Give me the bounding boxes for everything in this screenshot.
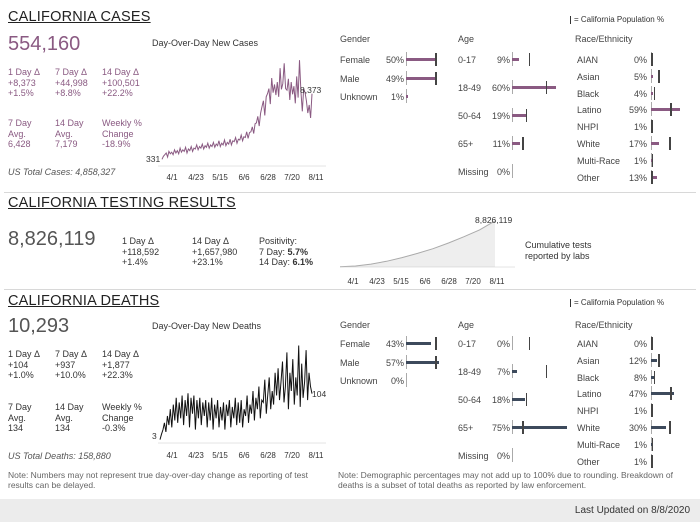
- deaths-race-pct: 0%: [633, 339, 647, 349]
- cases-weekly-change: Weekly % Change -18.9%: [102, 118, 142, 149]
- cases-legend: = California Population %: [570, 15, 664, 24]
- divider-cases: [4, 192, 696, 193]
- x-tick-label: 5/15: [212, 451, 228, 460]
- cases-race-pct: 17%: [628, 139, 647, 149]
- x-tick-label: 6/6: [238, 451, 250, 460]
- cases-race-label: NHPI: [577, 122, 599, 133]
- x-tick-label: 7/20: [284, 173, 300, 182]
- cases-race-pct: 5%: [633, 71, 647, 82]
- cases-gender-pct: 49%: [385, 73, 404, 84]
- cases-age-label: 0-17: [458, 55, 477, 65]
- deaths-series-line: [160, 346, 312, 440]
- deaths-x-ticks: [166, 451, 324, 460]
- deaths-legend: = California Population %: [570, 298, 664, 307]
- deaths-gender-bar: [406, 342, 431, 345]
- deaths-age-pct: 18%: [491, 395, 510, 405]
- deaths-gender-label: Male: [340, 357, 360, 368]
- population-marker: [546, 81, 548, 94]
- cases-age-pct: 9%: [496, 55, 510, 65]
- note-right: Note: Demographic percentages may not add up to 100% due to rounding. Breakdown of deaths is a subset of total deaths as reported by law enforcement.: [338, 470, 674, 490]
- population-marker: [522, 421, 524, 434]
- us-total-cases: US Total Cases: 4,858,327: [8, 167, 116, 177]
- deaths-race-header: Race/Ethnicity: [575, 320, 633, 330]
- deaths-race-label: Latino: [577, 389, 602, 400]
- cases-gender-label: Male: [340, 73, 360, 84]
- cases-race-bar: [651, 142, 659, 145]
- cases-gender-label: Unknown: [340, 92, 378, 102]
- population-marker: [670, 387, 672, 400]
- deaths-race-pct: 1%: [633, 456, 647, 467]
- population-marker: [652, 438, 654, 451]
- legend-marker-icon: [570, 299, 571, 307]
- deaths-end-label: 104: [312, 389, 327, 399]
- cases-gender-bar: [406, 58, 435, 61]
- tests-area-fill: [340, 221, 495, 267]
- cases-total: 554,160: [8, 33, 81, 55]
- deaths-gender-header: Gender: [340, 320, 371, 330]
- deaths-gender-pct: 0%: [390, 376, 404, 386]
- cases-gender-header: Gender: [340, 34, 371, 44]
- cases-age-pct: 60%: [491, 83, 510, 93]
- cases-race-pct: 13%: [628, 172, 647, 183]
- cases-end-label: 8,373: [300, 85, 322, 95]
- population-marker: [529, 53, 531, 66]
- x-tick-label: 4/23: [188, 173, 204, 182]
- note-left: Note: Numbers may not represent true day-over-day change as reporting of test results can be delayed.: [8, 470, 309, 490]
- x-tick-label: 8/11: [489, 277, 505, 286]
- cases-gender-label: Female: [340, 55, 371, 65]
- population-marker: [658, 354, 660, 367]
- deaths-gender-label: Unknown: [340, 376, 378, 386]
- cases-race-pct: 0%: [633, 55, 647, 65]
- x-tick-label: 4/23: [369, 277, 385, 286]
- x-tick-label: 4/1: [347, 277, 359, 286]
- tests-x-ticks: [347, 277, 505, 286]
- x-tick-label: 6/28: [441, 277, 457, 286]
- deaths-race-label: Other: [577, 456, 600, 467]
- cases-race-label: Other: [577, 172, 600, 183]
- population-marker: [435, 337, 437, 350]
- bar-axis: [512, 448, 513, 462]
- x-tick-label: 6/28: [260, 173, 276, 182]
- cases-race-bar: [651, 108, 680, 111]
- population-marker: [670, 103, 672, 116]
- population-marker: [526, 393, 528, 406]
- deaths-race-label: NHPI: [577, 406, 599, 417]
- cases-x-ticks: [166, 173, 324, 182]
- cases-7day-stat: 7 Day Δ +44,998 +8.8%: [55, 67, 88, 98]
- testing-section-title: CALIFORNIA TESTING RESULTS: [8, 195, 236, 211]
- deaths-race-pct: 30%: [628, 423, 647, 433]
- cases-race-bar: [651, 75, 653, 78]
- deaths-14day-avg: 14 Day Avg. 134: [55, 402, 84, 433]
- population-marker: [651, 337, 653, 350]
- x-tick-label: 6/6: [419, 277, 431, 286]
- deaths-age-pct: 75%: [491, 423, 510, 433]
- deaths-total: 10,293: [8, 315, 70, 337]
- deaths-race-label: Black: [577, 372, 600, 383]
- cases-race-label: Multi-Race: [577, 155, 621, 166]
- testing-positivity: Positivity: 7 Day: 5.7% 14 Day: 6.1%: [259, 236, 314, 267]
- population-marker: [654, 87, 656, 100]
- population-marker: [435, 356, 437, 369]
- us-total-deaths: US Total Deaths: 158,880: [8, 451, 111, 461]
- positivity-7day-value: 5.7%: [287, 246, 309, 257]
- population-marker: [658, 70, 660, 83]
- cases-age-bar: [512, 86, 556, 89]
- population-marker: [669, 137, 671, 150]
- testing-chart: [335, 212, 520, 290]
- cases-age-label: Missing: [458, 167, 489, 177]
- deaths-age-pct: 0%: [496, 339, 510, 349]
- population-marker: [651, 404, 653, 417]
- deaths-race-bar: [651, 359, 657, 362]
- deaths-race-label: Asian: [577, 355, 600, 366]
- x-tick-label: 8/11: [308, 173, 324, 182]
- deaths-14day-stat: 14 Day Δ +1,877 +22.3%: [102, 349, 140, 380]
- testing-14day-stat: 14 Day Δ +1,657,980 +23.1%: [192, 236, 238, 267]
- population-marker: [652, 154, 654, 167]
- deaths-race-pct: 47%: [628, 389, 647, 400]
- cases-race-label: AIAN: [577, 55, 599, 65]
- cases-age-pct: 19%: [491, 111, 510, 121]
- population-marker: [435, 53, 437, 66]
- tests-caption: Cumulative tests reported by labs: [525, 240, 592, 261]
- deaths-race-pct: 12%: [628, 355, 647, 366]
- population-marker: [651, 53, 653, 66]
- deaths-1day-stat: 1 Day Δ +104 +1.0%: [8, 349, 41, 380]
- positivity-14day-value: 6.1%: [292, 257, 314, 267]
- deaths-age-label: 0-17: [458, 339, 477, 349]
- cases-gender-bar: [406, 77, 435, 80]
- population-marker: [669, 421, 671, 434]
- deaths-chart: [140, 333, 335, 471]
- cases-chart: [140, 50, 335, 188]
- deaths-age-header: Age: [458, 320, 475, 330]
- cases-gender-pct: 50%: [385, 55, 404, 65]
- testing-total: 8,826,119: [8, 228, 96, 250]
- cases-age-pct: 11%: [492, 139, 510, 149]
- cases-race-label: Black: [577, 88, 600, 99]
- x-tick-label: 7/20: [284, 451, 300, 460]
- deaths-age-label: 18-49: [458, 367, 482, 377]
- cases-race-label: White: [577, 139, 601, 149]
- x-tick-label: 4/1: [166, 451, 178, 460]
- cases-race-bar: [651, 92, 653, 95]
- deaths-age-label: 50-64: [458, 395, 482, 405]
- cases-race-pct: 59%: [628, 105, 647, 116]
- cases-section-title: CALIFORNIA CASES: [8, 9, 151, 25]
- bar-axis: [512, 164, 513, 178]
- population-marker: [651, 455, 653, 468]
- deaths-race-pct: 1%: [633, 406, 647, 417]
- last-updated: Last Updated on 8/8/2020: [574, 505, 690, 516]
- tests-end-label: 8,826,119: [475, 215, 513, 225]
- population-marker: [435, 72, 437, 85]
- cases-age-bar: [512, 58, 519, 61]
- bar-axis: [406, 373, 407, 387]
- x-tick-label: 8/11: [308, 451, 324, 460]
- cases-race-header: Race/Ethnicity: [575, 34, 633, 44]
- cases-chart-title: Day-Over-Day New Cases: [152, 38, 259, 48]
- cases-race-pct: 1%: [633, 155, 647, 166]
- cases-age-label: 50-64: [458, 111, 482, 121]
- cases-race-pct: 1%: [633, 122, 647, 133]
- deaths-chart-title: Day-Over-Day New Deaths: [152, 321, 262, 331]
- deaths-age-pct: 0%: [496, 451, 510, 461]
- population-marker: [546, 365, 548, 378]
- deaths-race-label: Multi-Race: [577, 439, 621, 450]
- deaths-7day-stat: 7 Day Δ +937 +10.0%: [55, 349, 88, 380]
- bar-axis: [512, 336, 513, 350]
- deaths-7day-avg: 7 Day Avg. 134: [8, 402, 32, 433]
- cases-gender-pct: 1%: [390, 92, 404, 102]
- deaths-race-bar: [651, 426, 666, 429]
- population-marker: [651, 120, 653, 133]
- deaths-age-bar: [512, 398, 525, 401]
- cases-age-pct: 0%: [496, 167, 510, 177]
- cases-age-label: 18-49: [458, 83, 482, 93]
- cases-14day-stat: 14 Day Δ +100,501 +22.2%: [102, 67, 140, 98]
- x-tick-label: 5/15: [393, 277, 409, 286]
- x-tick-label: 5/15: [212, 173, 228, 182]
- population-marker: [529, 337, 531, 350]
- x-tick-label: 4/1: [166, 173, 178, 182]
- deaths-race-pct: 1%: [633, 439, 647, 450]
- population-marker: [526, 109, 528, 122]
- testing-1day-stat: 1 Day Δ +118,592 +1.4%: [122, 236, 160, 267]
- cases-series-line: [162, 60, 312, 159]
- deaths-race-pct: 8%: [633, 372, 647, 383]
- deaths-race-label: White: [577, 423, 601, 433]
- divider-testing: [4, 289, 696, 290]
- x-tick-label: 7/20: [465, 277, 481, 286]
- cases-race-pct: 4%: [633, 88, 647, 99]
- cases-start-label: 331: [146, 154, 161, 164]
- cases-race-label: Asian: [577, 71, 600, 82]
- population-marker: [522, 137, 524, 150]
- deaths-gender-pct: 57%: [385, 357, 404, 368]
- deaths-age-label: 65+: [458, 423, 474, 433]
- deaths-age-bar: [512, 370, 517, 373]
- x-tick-label: 6/28: [260, 451, 276, 460]
- cases-age-bar: [512, 142, 520, 145]
- cases-14day-avg: 14 Day Avg. 7,179: [55, 118, 84, 149]
- deaths-gender-label: Female: [340, 339, 371, 349]
- deaths-age-label: Missing: [458, 451, 489, 461]
- cases-age-label: 65+: [458, 139, 474, 149]
- x-tick-label: 6/6: [238, 173, 250, 182]
- population-marker: [651, 171, 653, 184]
- cases-gender-bar: [406, 95, 408, 98]
- legend-marker-icon: [570, 16, 571, 24]
- deaths-section-title: CALIFORNIA DEATHS: [8, 293, 160, 309]
- cases-race-label: Latino: [577, 105, 602, 116]
- x-tick-label: 4/23: [188, 451, 204, 460]
- deaths-race-label: AIAN: [577, 339, 599, 349]
- population-marker: [654, 371, 656, 384]
- cases-age-bar: [512, 114, 526, 117]
- deaths-gender-pct: 43%: [385, 339, 404, 349]
- deaths-start-label: 3: [152, 431, 157, 441]
- cases-age-header: Age: [458, 34, 475, 44]
- deaths-age-bar: [512, 426, 567, 429]
- deaths-age-pct: 7%: [496, 367, 510, 377]
- cases-7day-avg: 7 Day Avg. 6,428: [8, 118, 32, 149]
- deaths-weekly-change: Weekly % Change -0.3%: [102, 402, 142, 433]
- cases-1day-stat: 1 Day Δ +8,373 +1.5%: [8, 67, 41, 98]
